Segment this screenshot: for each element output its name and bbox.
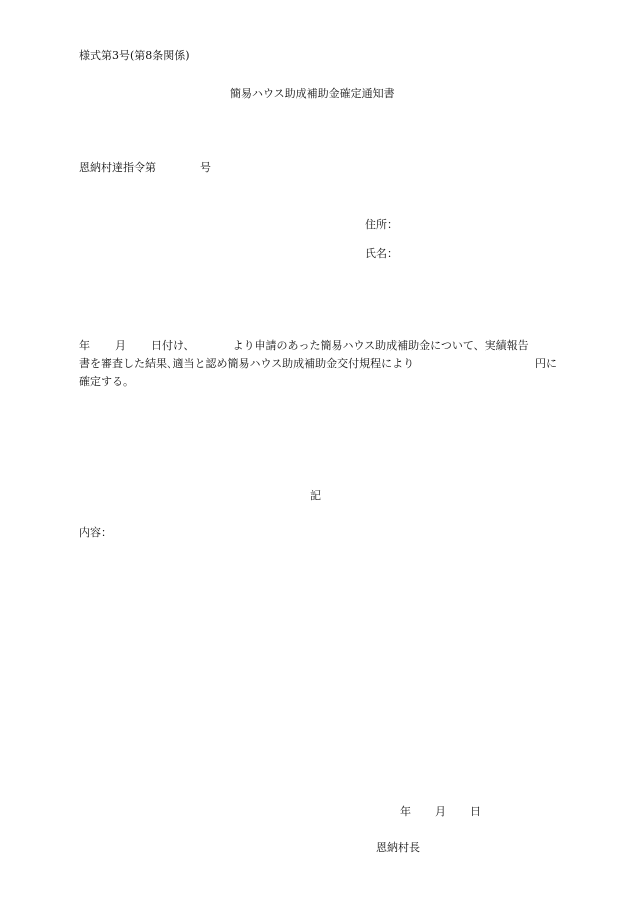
body-line-2-text: 書を審査した結果､適当と認め簡易ハウス助成補助金交付規程により: [79, 357, 415, 370]
form-number: 様式第3号(第8条関係): [79, 49, 190, 62]
document-title: 簡易ハウス助成補助金確定通知書: [230, 87, 395, 100]
date-day: 日: [470, 805, 481, 818]
content-label: 内容：: [79, 526, 112, 539]
body-line-3: [79, 373, 557, 391]
body-year: 年: [79, 339, 90, 352]
reference-suffix: 号: [200, 161, 211, 174]
name-label: 氏名：: [365, 247, 398, 260]
reference-prefix: 恩納村達指令第: [79, 161, 156, 174]
reference-number-line: [79, 162, 211, 173]
body-line-2: [79, 355, 557, 373]
date-year: 年: [400, 805, 411, 818]
signer-title: 恩納村長: [376, 841, 420, 854]
date-month: 月: [435, 805, 446, 818]
body-paragraph: [79, 337, 557, 391]
body-line-2-end: 円に: [535, 357, 557, 370]
ki-mark: 記: [310, 489, 321, 502]
body-line-1: [79, 337, 557, 355]
address-label: 住所：: [365, 218, 398, 231]
body-line-3-text: 確定する。: [79, 375, 134, 388]
body-line-1-text: より申請のあった簡易ハウス助成補助金について、実績報告: [232, 339, 529, 352]
body-month: 月: [115, 339, 126, 352]
date-line: [400, 806, 481, 817]
body-day: 日付け、: [151, 339, 195, 352]
